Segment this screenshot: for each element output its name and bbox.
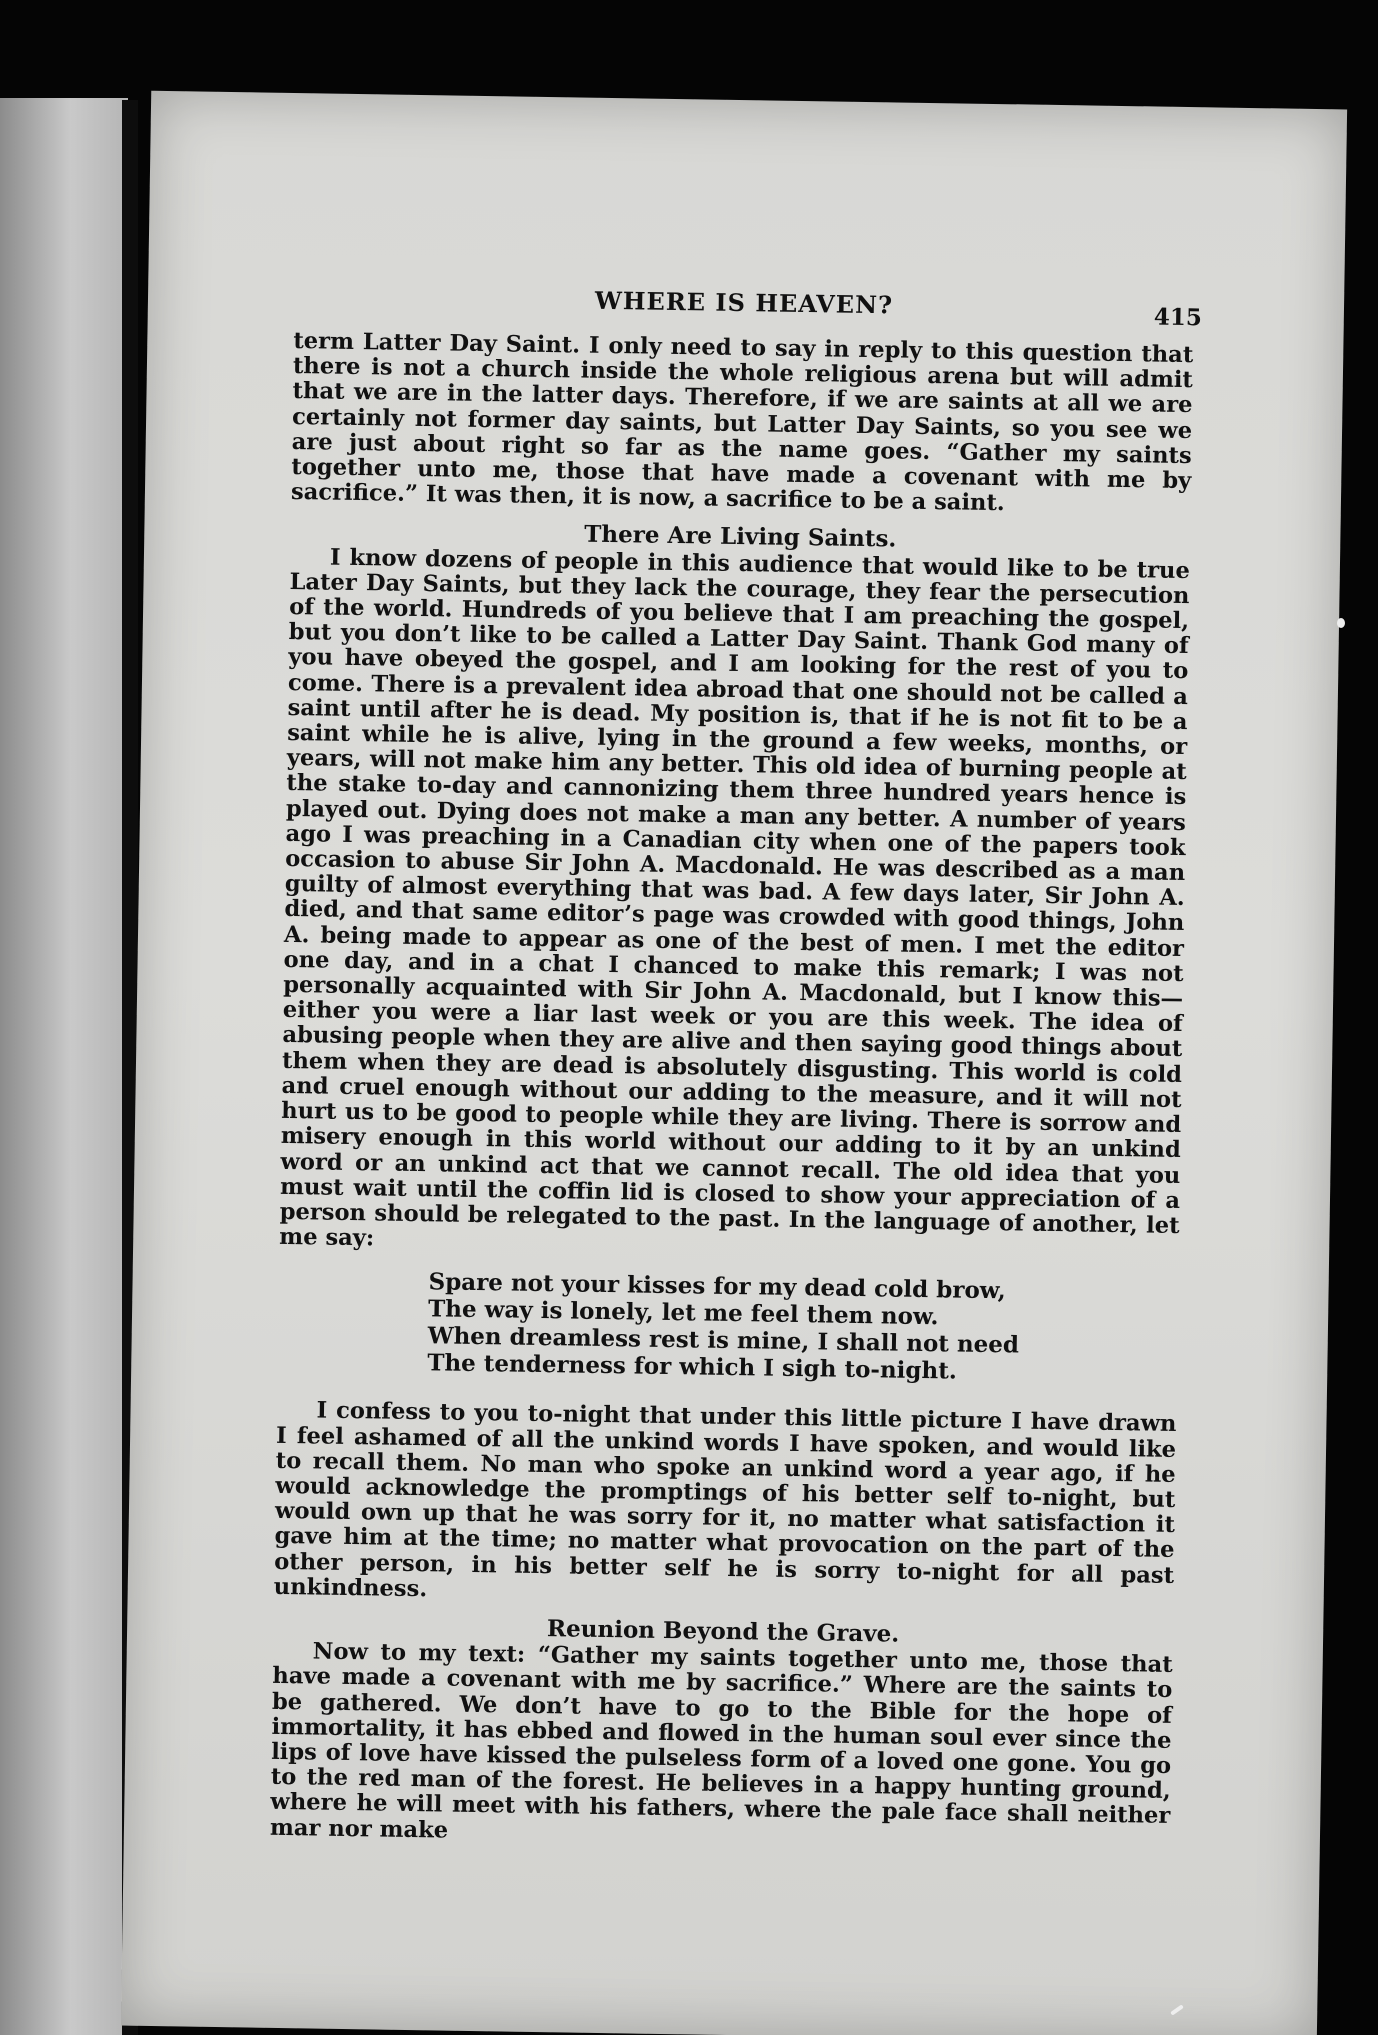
book-page xyxy=(121,91,1347,2035)
page-number: 415 xyxy=(1153,303,1203,332)
facing-page-edge xyxy=(0,98,128,2035)
section-heading-living-saints: There Are Living Saints. xyxy=(584,521,897,553)
running-head-title: WHERE IS HEAVEN? xyxy=(594,285,894,320)
scan-speck xyxy=(1337,618,1345,628)
paragraph-continued: term Latter Day Saint. I only need to say in reply to this question that there is not a church inside the whole religious arena but will admit that we are in the latter days. Therefore, if we are saints at all we are certainly not former day saints, but Latter Day Saints, so you see we are just about right so far as the name goes. “Gather my saints together unto me, those that have made a covenant with me by sacrifice.” It was then, it is now, a sacrifice to be a saint. xyxy=(290,327,1194,517)
poem-line: Spare not your kisses for my dead cold brow, xyxy=(428,1268,1006,1305)
section-heading-reunion: Reunion Beyond the Grave. xyxy=(546,1615,900,1648)
poem-line: The tenderness for which I sigh to-night. xyxy=(427,1349,958,1385)
page-text-block xyxy=(269,283,1203,1855)
poem-line: When dreamless rest is mine, I shall not need xyxy=(427,1322,1020,1359)
paragraph-living-saints: I know dozens of people in this audience that would like to be true Later Day Saints, but they lack the courage, they fear the persecution of the world. Hundreds of you believe that I am preaching the gospel, but you don’t like to be called a Latter Day Saint. Thank God many of you have obeyed the gospel, and I am looking for the rest of you to come. There is a prevalent idea abroad that one should not be called a saint until after he is dead. My position is, that if he is not fit to be a saint while he is alive, lying in the ground a few weeks, months, or years, will not make him any better. This old idea of burning people at the stake to-day and cannonizing them three hundred years hence is played out. Dying does not make a man any better. A number of years ago I was preaching in a Canadian city when one of the papers took occasion to abuse Sir John A. Macdonald. He was described as a man guilty of almost everything that was bad. A few days later, Sir John A. died, and that same editor’s page was crowded with good things, John A. being made to appear as one of the best of men. I met the editor one day, and in a chat I chanced to make this remark; I was not personally acquainted with Sir John A. Macdonald, but I know this—either you were a liar last week or you are this week. The idea of abusing people when they are alive and then saying good things about them when they are dead is absolutely disgusting. This world is cold and cruel enough without our adding to the measure, and it will not hurt us to be good to people while they are living. There is sorrow and misery enough in this world without our adding to it by an unkind word or an unkind act that we cannot recall. The old idea that you must wait until the coffin lid is closed to show your appreciation of a person should be relegated to the past. In the language of another, let me say: xyxy=(279,544,1191,1252)
paragraph-confession: I confess to you to-night that under this little picture I have drawn I feel ashamed of all the unkind words I have spoken, and would like to recall them. No man who spoke an unkind word a year ago, if he would acknowledge the promptings of his better self to-night, but would own up that he was sorry for it, no matter what satisfaction it gave him at the time; no matter what provocation on the part of the other person, in his better self he is sorry to-night for all past unkindness. xyxy=(273,1397,1177,1602)
paragraph-text: Now to my text: “Gather my saints together unto me, those that have made a covenant with me by sacrifice.” Where are the saints to be gathered. We don’t have to go to the Bible for the hope of immortality, it has ebbed and flowed in the human soul ever since the lips of love have kissed the pulseless form of a loved one gone. You go to the red man of the forest. He believes in a happy hunting ground, where he will meet with his fathers, where the pale face shall neither mar nor make xyxy=(269,1638,1173,1844)
quoted-poem xyxy=(427,1269,1179,1389)
poem-line: The way is lonely, let me feel them now. xyxy=(427,1295,939,1331)
